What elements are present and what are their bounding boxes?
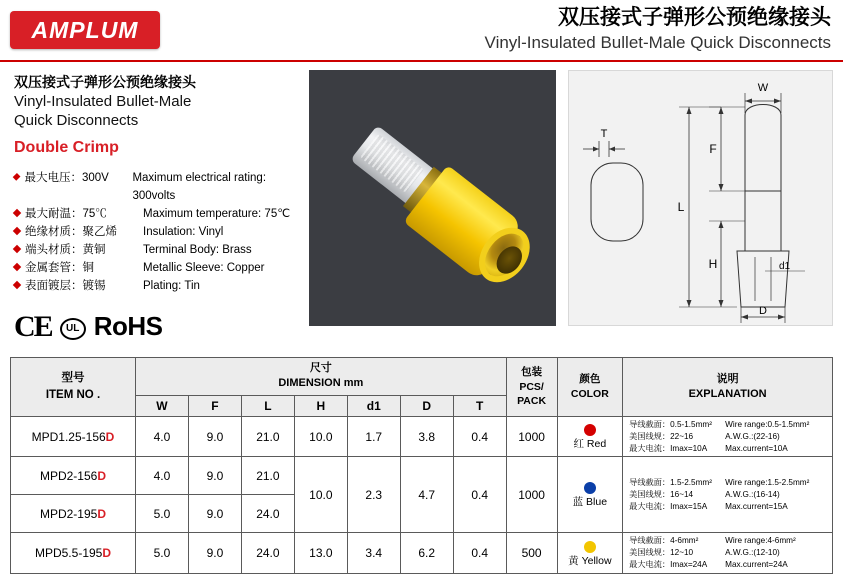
explanation-cn: 最大电流：Imax=10A	[629, 443, 708, 453]
explanation-en: Max.current=15A	[725, 501, 788, 511]
cell-w: 5.0	[135, 495, 188, 533]
th-explanation-cn: 说明	[716, 372, 739, 385]
spec-label-en: Metallic Sleeve: Copper	[143, 262, 265, 275]
cell-h: 13.0	[294, 533, 347, 574]
cell-f: 9.0	[188, 416, 241, 457]
th-dim-t: T	[453, 395, 506, 416]
spec-label-en: Insulation: Vinyl	[143, 225, 224, 238]
svg-text:L: L	[677, 200, 685, 214]
th-dim-w: W	[135, 395, 188, 416]
cell-pack: 500	[506, 533, 557, 574]
explanation-table	[629, 535, 830, 571]
technical-drawing	[568, 70, 833, 326]
th-color-en: COLOR	[570, 387, 609, 400]
explanation-table	[629, 419, 830, 455]
explanation-row	[629, 489, 830, 501]
explanation-en: Max.current=10A	[725, 443, 788, 453]
spec-label-cn: 表面镀层：镀锡	[25, 280, 106, 293]
svg-text:D: D	[759, 305, 767, 317]
product-photo	[309, 70, 556, 326]
spec-label-en: Maximum temperature: 75℃	[143, 207, 291, 220]
th-explanation	[623, 358, 833, 417]
page-title-en: Vinyl-Insulated Bullet-Male Quick Disconnects	[484, 33, 831, 53]
spec-label-cn: 最大耐温：75℃	[25, 207, 107, 220]
spec-table-wrap	[0, 347, 843, 574]
cell-w: 5.0	[135, 533, 188, 574]
cell-d1: 3.4	[347, 533, 400, 574]
spec-table	[10, 357, 833, 574]
ul-mark-icon: UL	[60, 318, 86, 340]
explanation-cn: 最大电流：Imax=24A	[629, 560, 708, 570]
brand-logo	[10, 11, 160, 49]
table-row	[11, 457, 833, 495]
item-no-base: MPD2-156	[39, 468, 98, 483]
th-packing-cn: 包装	[521, 365, 543, 378]
th-item-no-cn: 型号	[61, 371, 85, 384]
explanation-row	[629, 501, 830, 513]
color-swatch-icon	[584, 482, 596, 494]
explanation-row	[629, 559, 830, 571]
explanation-cn: 美国线规：16~14	[629, 490, 694, 499]
cell-l: 21.0	[241, 416, 294, 457]
th-color	[557, 358, 623, 417]
spec-item	[14, 223, 297, 241]
explanation-en: A.W.G.:(12-10)	[725, 548, 780, 558]
brand-logo-text: AMPLUM	[31, 16, 139, 43]
main-content	[0, 62, 843, 347]
color-name-cn: 蓝	[572, 496, 584, 509]
svg-text:W: W	[757, 82, 769, 94]
table-row	[11, 533, 833, 574]
cell-d1: 2.3	[347, 457, 400, 533]
spec-label-cn: 绝缘材质：聚乙烯	[25, 225, 117, 238]
explanation-row	[629, 547, 830, 559]
cell-explanation	[623, 533, 833, 574]
explanation-row	[629, 443, 830, 455]
spec-item	[14, 277, 297, 295]
explanation-cn: 美国线规：22~16	[629, 431, 694, 441]
diamond-bullet-icon	[13, 281, 21, 289]
explanation-cn: 导线截面：4-6mm²	[629, 536, 699, 546]
cell-t: 0.4	[453, 416, 506, 457]
cell-t: 0.4	[453, 457, 506, 533]
item-no-suffix: D	[105, 429, 115, 444]
spec-list	[14, 169, 297, 296]
explanation-cn: 美国线规：12~10	[629, 548, 694, 558]
explanation-table	[629, 477, 830, 513]
th-dimension-en: DIMENSION mm	[278, 377, 364, 390]
th-item-no	[11, 358, 136, 417]
cell-f: 9.0	[188, 457, 241, 495]
cell-h: 10.0	[294, 457, 347, 533]
product-subtitle: Double Crimp	[14, 138, 119, 156]
th-packing	[506, 358, 557, 417]
ce-mark-icon: CE	[14, 309, 52, 343]
th-packing-en: PCS/ PACK	[517, 380, 547, 408]
color-name-en: Yellow	[581, 554, 612, 567]
cell-w: 4.0	[135, 457, 188, 495]
cell-t: 0.4	[453, 533, 506, 574]
explanation-row	[629, 431, 830, 443]
cell-item-no	[11, 457, 136, 495]
explanation-row	[629, 477, 830, 489]
spec-label-cn: 金属套管：铜	[25, 262, 94, 275]
item-no-suffix: D	[97, 468, 106, 483]
spec-table-body	[11, 416, 833, 573]
spec-table-head	[11, 358, 833, 417]
cell-f: 9.0	[188, 533, 241, 574]
spec-item	[14, 241, 297, 259]
spec-label-cn: 端头材质：黄铜	[25, 244, 106, 257]
cell-d: 6.2	[400, 533, 453, 574]
spec-item	[14, 259, 297, 277]
cell-d: 4.7	[400, 457, 453, 533]
spec-label-en: Plating: Tin	[143, 280, 200, 293]
color-swatch-icon	[584, 424, 596, 436]
color-name-cn: 红	[573, 438, 584, 451]
cell-color	[557, 457, 623, 533]
table-header-row	[11, 358, 833, 396]
product-title-cn: 双压接式子弹形公预绝缘接头	[14, 74, 196, 90]
th-dim-h: H	[294, 395, 347, 416]
page-header	[0, 0, 843, 62]
diamond-bullet-icon	[13, 227, 21, 235]
diamond-bullet-icon	[13, 263, 21, 271]
certification-marks	[14, 310, 297, 344]
cell-explanation	[623, 416, 833, 457]
th-color-cn: 颜色	[579, 373, 601, 386]
svg-text:H: H	[708, 257, 718, 271]
item-no-suffix: D	[97, 506, 106, 521]
item-no-suffix: D	[102, 546, 112, 561]
explanation-en: Wire range:0.5-1.5mm²	[725, 419, 810, 429]
svg-text:d1: d1	[778, 261, 791, 272]
cell-color	[557, 533, 623, 574]
cell-item-no	[11, 533, 136, 574]
th-dim-d: D	[400, 395, 453, 416]
spec-item	[14, 205, 297, 223]
spec-label-cn: 最大电压：300V	[24, 171, 109, 184]
cell-pack: 1000	[506, 416, 557, 457]
th-dim-d1: d1	[347, 395, 400, 416]
drawing-svg	[569, 71, 837, 327]
cell-color	[557, 416, 623, 457]
cell-d1: 1.7	[347, 416, 400, 457]
th-dimension-cn: 尺寸	[309, 362, 332, 374]
explanation-cn: 导线截面：0.5-1.5mm²	[629, 419, 712, 429]
cell-h: 10.0	[294, 416, 347, 457]
spec-label-en: Terminal Body: Brass	[143, 244, 252, 257]
diamond-bullet-icon	[13, 209, 21, 217]
item-no-base: MPD1.25-156	[31, 429, 106, 444]
th-dim-f: F	[188, 395, 241, 416]
cell-l: 21.0	[241, 457, 294, 495]
explanation-en: A.W.G.:(16-14)	[725, 490, 780, 499]
svg-text:T: T	[600, 128, 608, 140]
diamond-bullet-icon	[13, 172, 21, 180]
rohs-mark-icon: RoHS	[93, 311, 163, 342]
color-swatch-icon	[584, 541, 596, 553]
th-item-no-en: ITEM NO .	[45, 388, 101, 401]
page-title-cn: 双压接式子弹形公预绝缘接头	[558, 6, 831, 29]
spec-label-en: Maximum electrical rating: 300volts	[132, 171, 267, 202]
cell-pack: 1000	[506, 457, 557, 533]
explanation-cn: 导线截面：1.5-2.5mm²	[629, 478, 712, 488]
cell-l: 24.0	[241, 495, 294, 533]
header-title-block	[485, 4, 831, 55]
th-explanation-en: EXPLANATION	[688, 387, 767, 400]
product-title-en-line2: Quick Disconnects	[14, 111, 139, 129]
color-name-en: Red	[586, 438, 607, 451]
cell-item-no	[11, 416, 136, 457]
th-dim-l: L	[241, 395, 294, 416]
explanation-row	[629, 535, 830, 547]
explanation-en: A.W.G.:(22-16)	[725, 431, 780, 441]
cell-w: 4.0	[135, 416, 188, 457]
color-name-en: Blue	[586, 496, 608, 509]
product-info-panel	[10, 70, 297, 347]
explanation-row	[629, 419, 830, 431]
cell-explanation	[623, 457, 833, 533]
diamond-bullet-icon	[13, 245, 21, 253]
spec-item	[14, 169, 297, 205]
cell-l: 24.0	[241, 533, 294, 574]
cell-item-no	[11, 495, 136, 533]
th-dimension	[135, 358, 506, 396]
table-row	[11, 416, 833, 457]
product-title-en-line1: Vinyl-Insulated Bullet-Male	[14, 93, 192, 110]
color-name-cn: 黄	[568, 554, 579, 567]
cell-d: 3.8	[400, 416, 453, 457]
explanation-cn: 最大电流：Imax=15A	[629, 501, 708, 511]
item-no-base: MPD2-195	[39, 506, 98, 521]
explanation-en: Max.current=24A	[725, 560, 788, 570]
item-no-base: MPD5.5-195	[34, 546, 103, 561]
svg-text:F: F	[709, 142, 717, 156]
explanation-en: Wire range:1.5-2.5mm²	[725, 478, 810, 488]
bullet-terminal-illustration	[338, 113, 525, 284]
explanation-en: Wire range:4-6mm²	[725, 536, 796, 546]
cell-f: 9.0	[188, 495, 241, 533]
